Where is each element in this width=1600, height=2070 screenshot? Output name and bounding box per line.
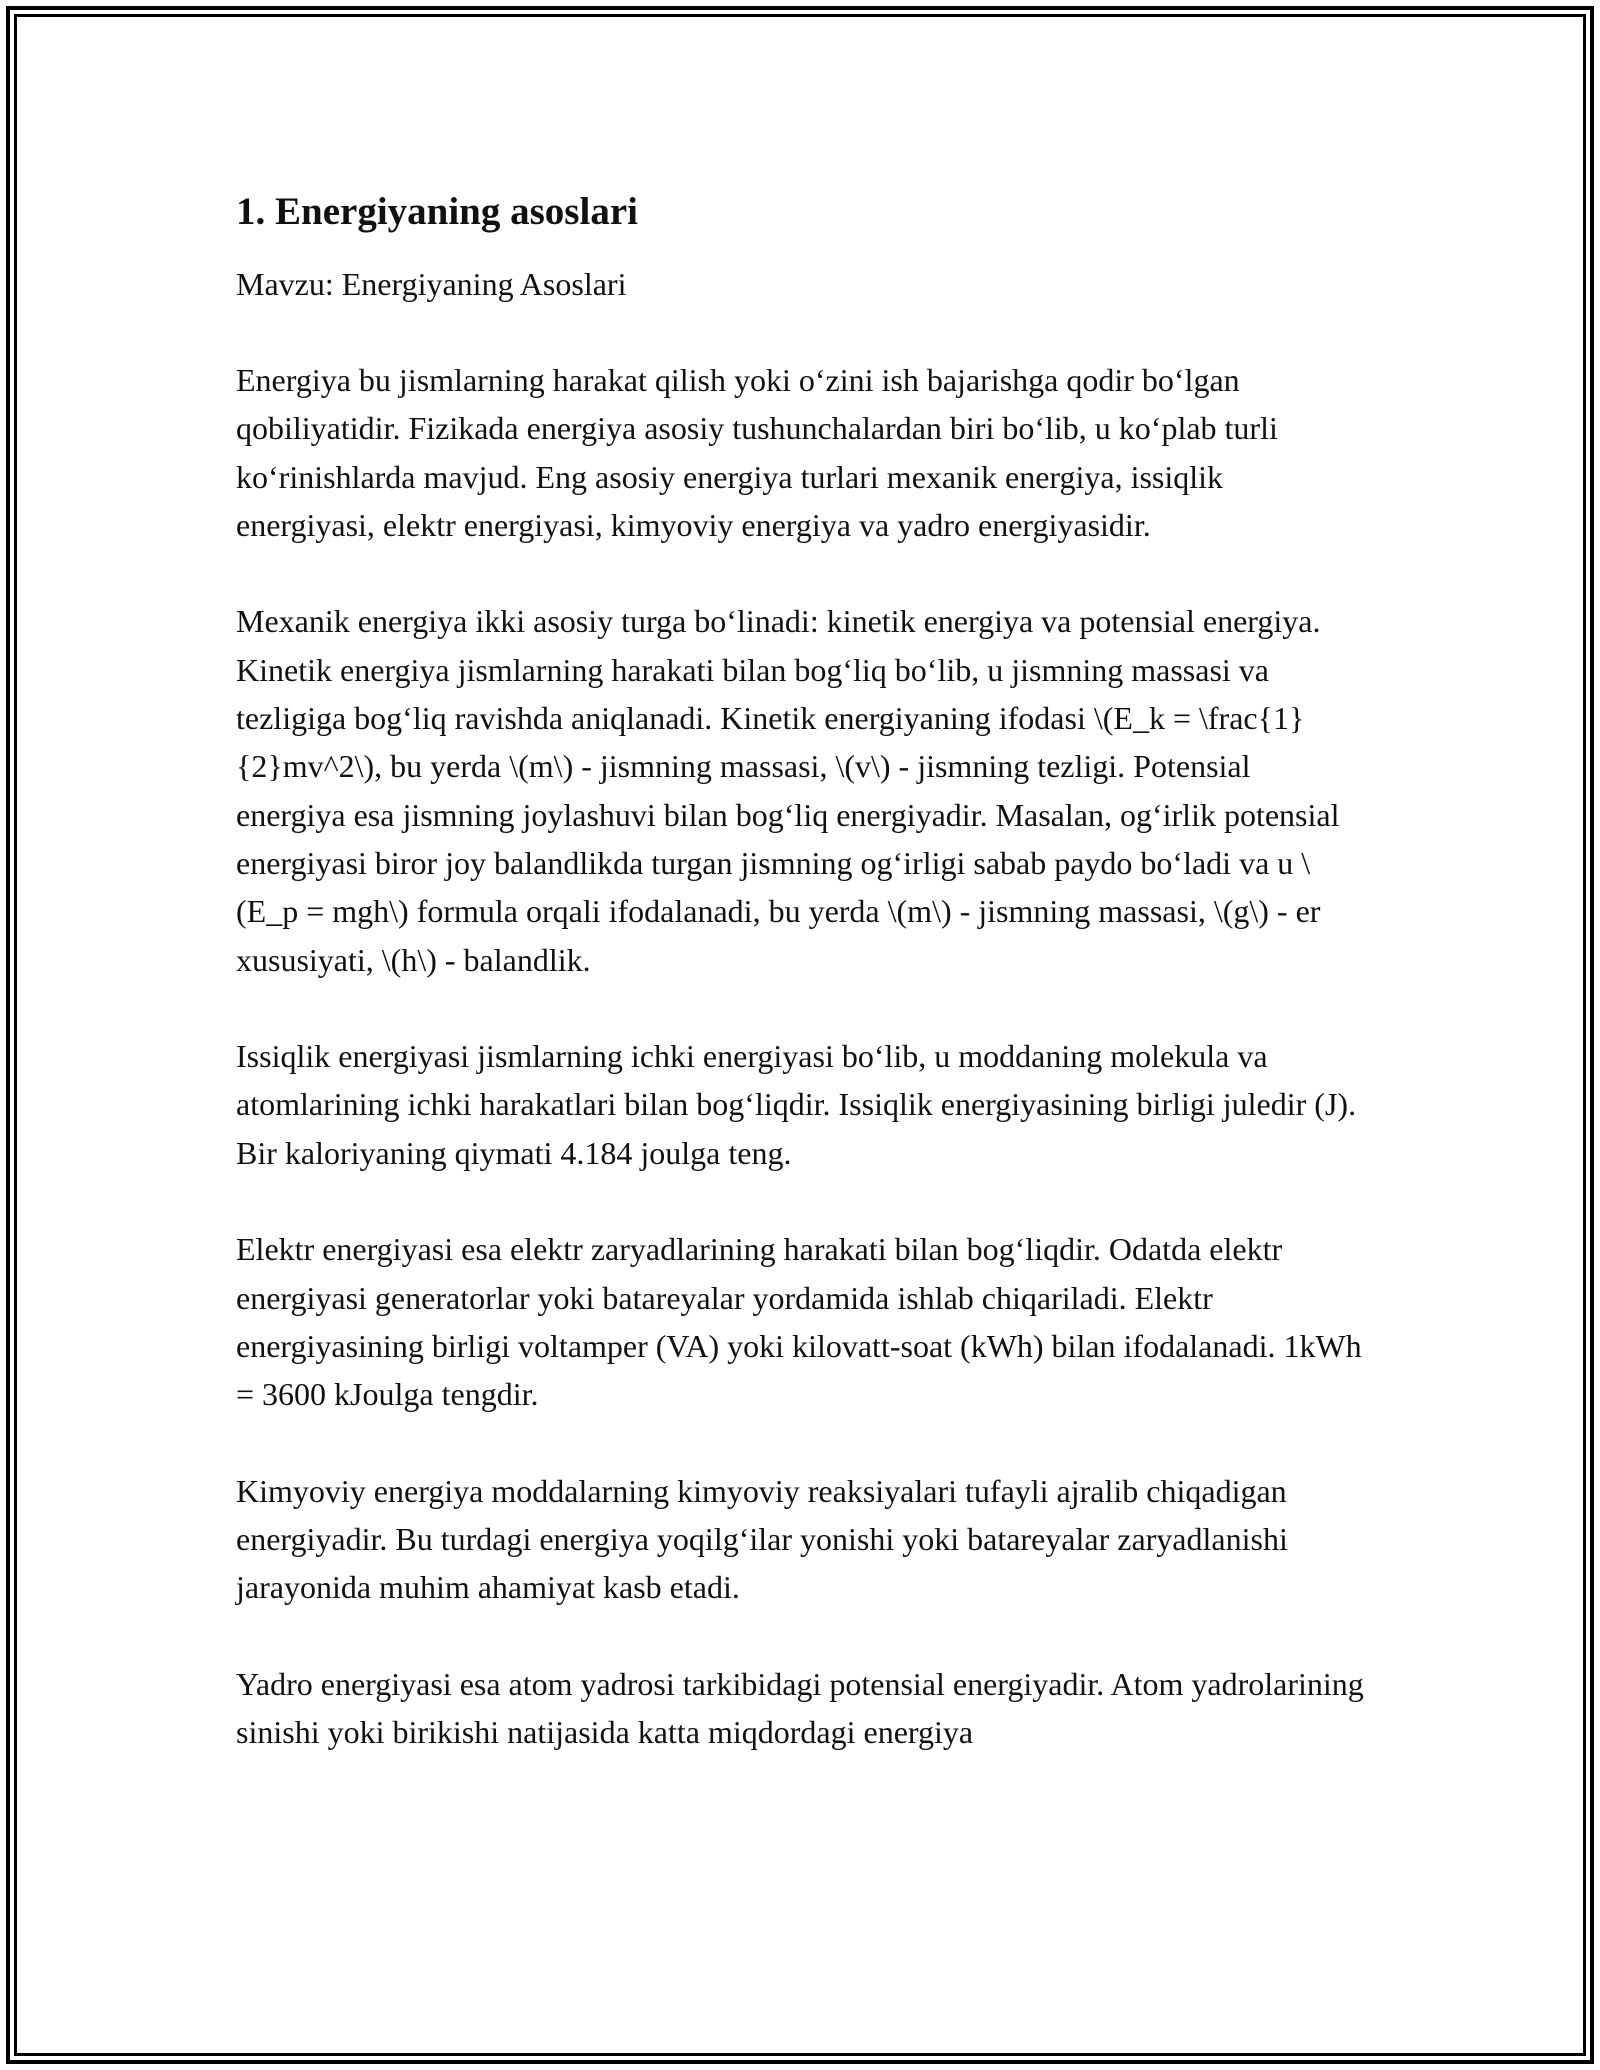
paragraph-electrical-energy: Elektr energiyasi esa elektr zaryadlarining harakati bilan bog‘liqdir. Odatda elektr energiyasi generatorlar yoki batareyalar yordamida ishlab chiqariladi. Elektr energiyasining birligi voltamper (VA) yoki kilovatt-soat (kWh) bilan ifodalanadi. 1kWh = 3600 kJoulga tengdir. xyxy=(236,1231,1362,1413)
paragraph-mechanical-energy: Mexanik energiya ikki asosiy turga bo‘linadi: kinetik energiya va potensial energiya. Kinetik energiya jismlarning harakati bilan bog‘liq bo‘lib, u jismning massasi va tezligiga bog‘liq ravishda aniqlanadi. Kinetik energiyaning ifodasi \(E_k = \frac{1}{2}mv^2\), bu yerda \(m\) - jismning massasi, \(v\) - jismning tezligi. Potensial energiya esa jismning joylashuvi bilan bog‘liq energiyadir. Masalan, og‘irlik potensial energiyasi biror joy balandlikda turgan jismning og‘irligi sabab paydo bo‘ladi va u \(E_p = mgh\) formula orqali ifodalanadi, bu yerda \(m\) - jismning massasi, \(g\) - er xususiyati, \(h\) - balandlik. xyxy=(236,603,1340,978)
paragraph-intro: Energiya bu jismlarning harakat qilish yoki o‘zini ish bajarishga qodir bo‘lgan qobiliyatidir. Fizikada energiya asosiy tushunchalardan biri bo‘lib, u ko‘plab turli ko‘rinishlarda mavjud. Eng asosiy energiya turlari mexanik energiya, issiqlik energiyasi, elektr energiyasi, kimyoviy energiya va yadro energiyasidir. xyxy=(236,362,1278,543)
topic-line: Mavzu: Energiyaning Asoslari xyxy=(236,266,627,302)
document-body xyxy=(236,186,1366,1805)
paragraph-nuclear-energy: Yadro energiyasi esa atom yadrosi tarkibidagi potensial energiyadir. Atom yadrolarining sinishi yoki birikishi natijasida katta miqdordagi energiya xyxy=(236,1666,1364,1751)
paragraph-chemical-energy: Kimyoviy energiya moddalarning kimyoviy reaksiyalari tufayli ajralib chiqadigan energiyadir. Bu turdagi energiya yoqilg‘ilar yonishi yoki batareyalar zaryadlanishi jarayonida muhim ahamiyat kasb etadi. xyxy=(236,1472,1288,1606)
paragraph-thermal-energy: Issiqlik energiyasi jismlarning ichki energiyasi bo‘lib, u moddaning molekula va atomlarining ichki harakatlari bilan bog‘liqdir. Issiqlik energiyasining birligi juledir (J). Bir kaloriyaning qiymati 4.184 joulga teng. xyxy=(236,1038,1357,1171)
section-heading: 1. Energiyaning asoslari xyxy=(236,190,638,233)
